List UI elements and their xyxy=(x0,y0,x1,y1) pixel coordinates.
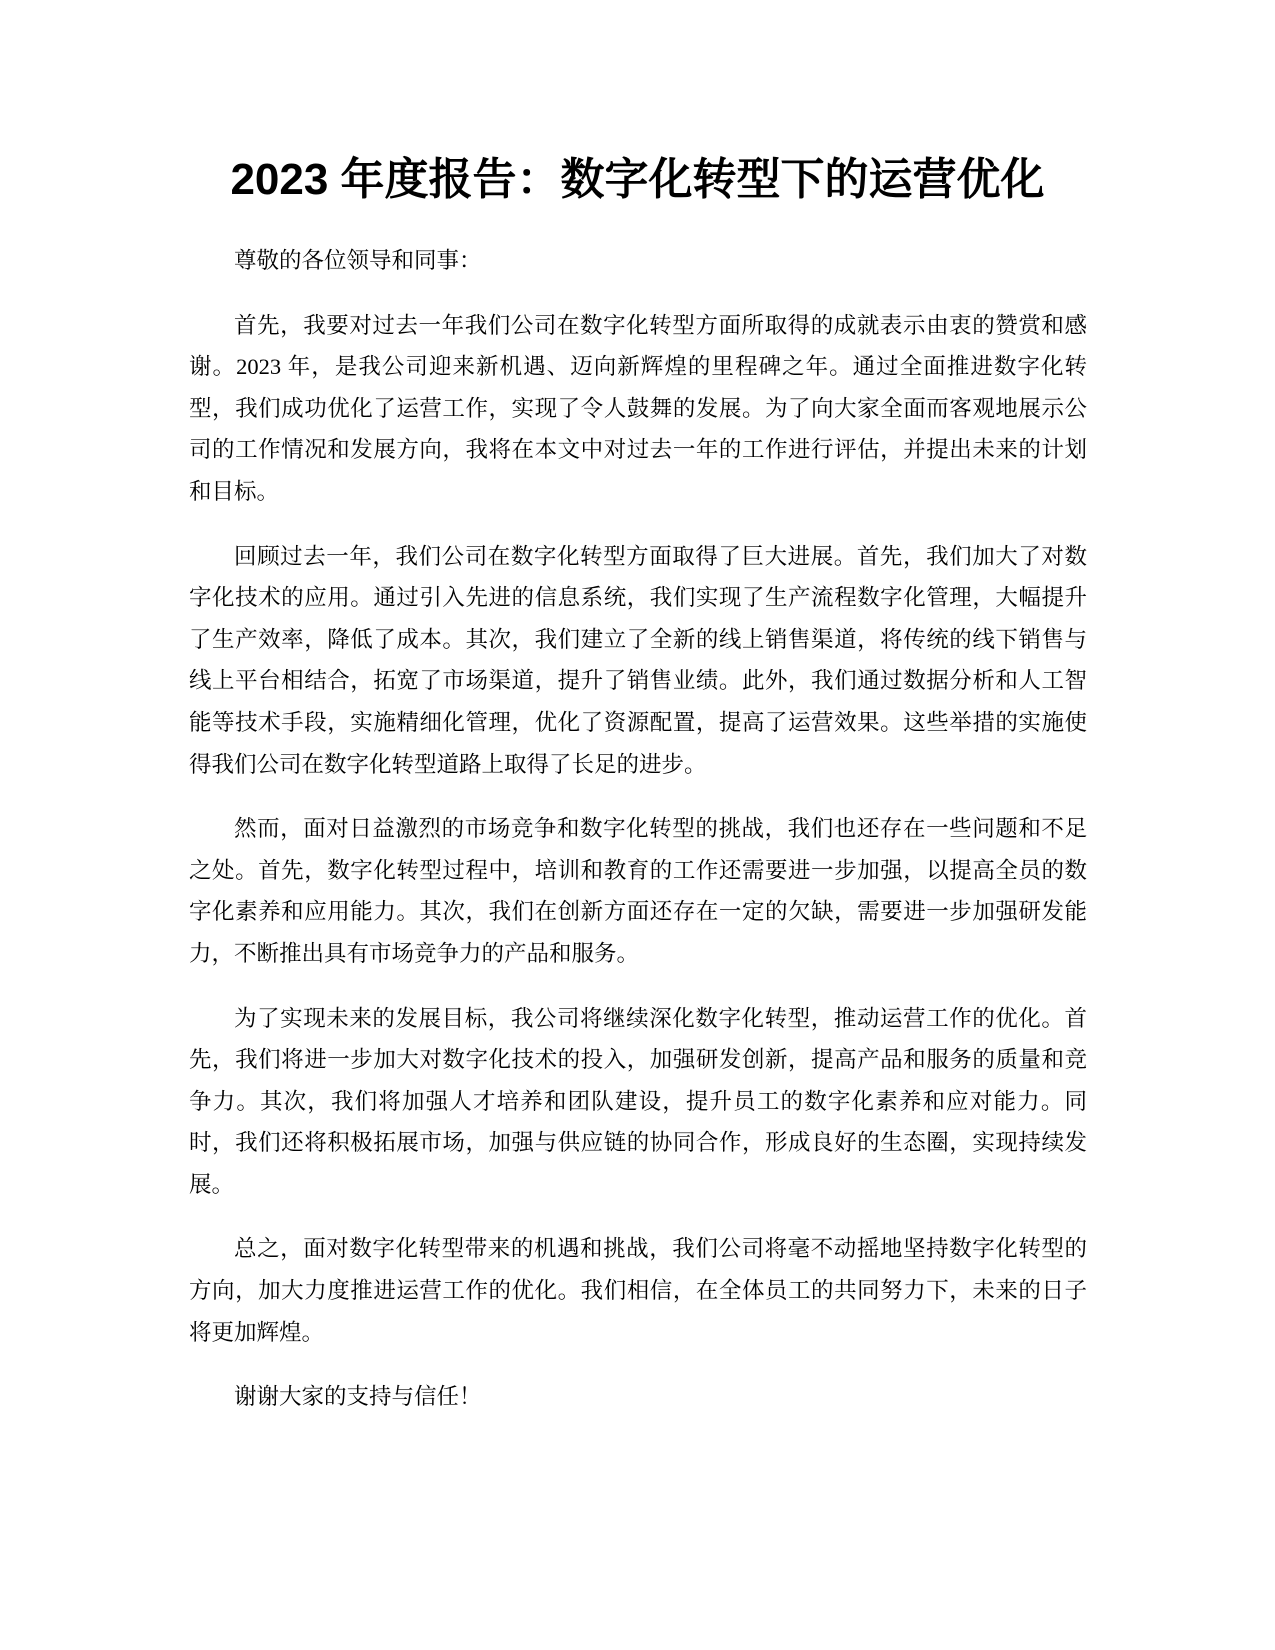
body-paragraph: 首先，我要对过去一年我们公司在数字化转型方面所取得的成就表示由衷的赞赏和感谢。2023 年，是我公司迎来新机遇、迈向新辉煌的里程碑之年。通过全面推进数字化转型，我们成功优化了运营工作，实现了令人鼓舞的发展。为了向大家全面而客观地展示公司的工作情况和发展方向，我将在本文中对过去一年的工作进行评估，并提出未来的计划和目标。 xyxy=(189,312,1087,504)
document-title: 2023 年度报告：数字化转型下的运营优化 xyxy=(230,155,1045,204)
body-paragraph: 总之，面对数字化转型带来的机遇和挑战，我们公司将毫不动摇地坚持数字化转型的方向，加大力度推进运营工作的优化。我们相信，在全体员工的共同努力下，未来的日子将更加辉煌。 xyxy=(189,1236,1087,1345)
body-paragraph: 然而，面对日益激烈的市场竞争和数字化转型的挑战，我们也还存在一些问题和不足之处。首先，数字化转型过程中，培训和教育的工作还需要进一步加强，以提高全员的数字化素养和应用能力。其次，我们在创新方面还存在一定的欠缺，需要进一步加强研发能力，不断推出具有市场竞争力的产品和服务。 xyxy=(189,816,1087,966)
greeting-paragraph: 尊敬的各位领导和同事： xyxy=(234,248,482,273)
body-paragraph: 为了实现未来的发展目标，我公司将继续深化数字化转型，推动运营工作的优化。首先，我们将进一步加大对数字化技术的投入，加强研发创新，提高产品和服务的质量和竞争力。其次，我们将加强人才培养和团队建设，提升员工的数字化素养和应对能力。同时，我们还将积极拓展市场，加强与供应链的协同合作，形成良好的生态圈，实现持续发展。 xyxy=(189,1005,1087,1197)
closing-paragraph: 谢谢大家的支持与信任！ xyxy=(234,1384,482,1410)
document-body xyxy=(189,240,1087,1441)
body-paragraph: 回顾过去一年，我们公司在数字化转型方面取得了巨大进展。首先，我们加大了对数字化技术的应用。通过引入先进的信息系统，我们实现了生产流程数字化管理，大幅提升了生产效率，降低了成本。其次，我们建立了全新的线上销售渠道，将传统的线下销售与线上平台相结合，拓宽了市场渠道，提升了销售业绩。此外，我们通过数据分析和人工智能等技术手段，实施精细化管理，优化了资源配置，提高了运营效果。这些举措的实施使得我们公司在数字化转型道路上取得了长足的进步。 xyxy=(189,543,1087,777)
